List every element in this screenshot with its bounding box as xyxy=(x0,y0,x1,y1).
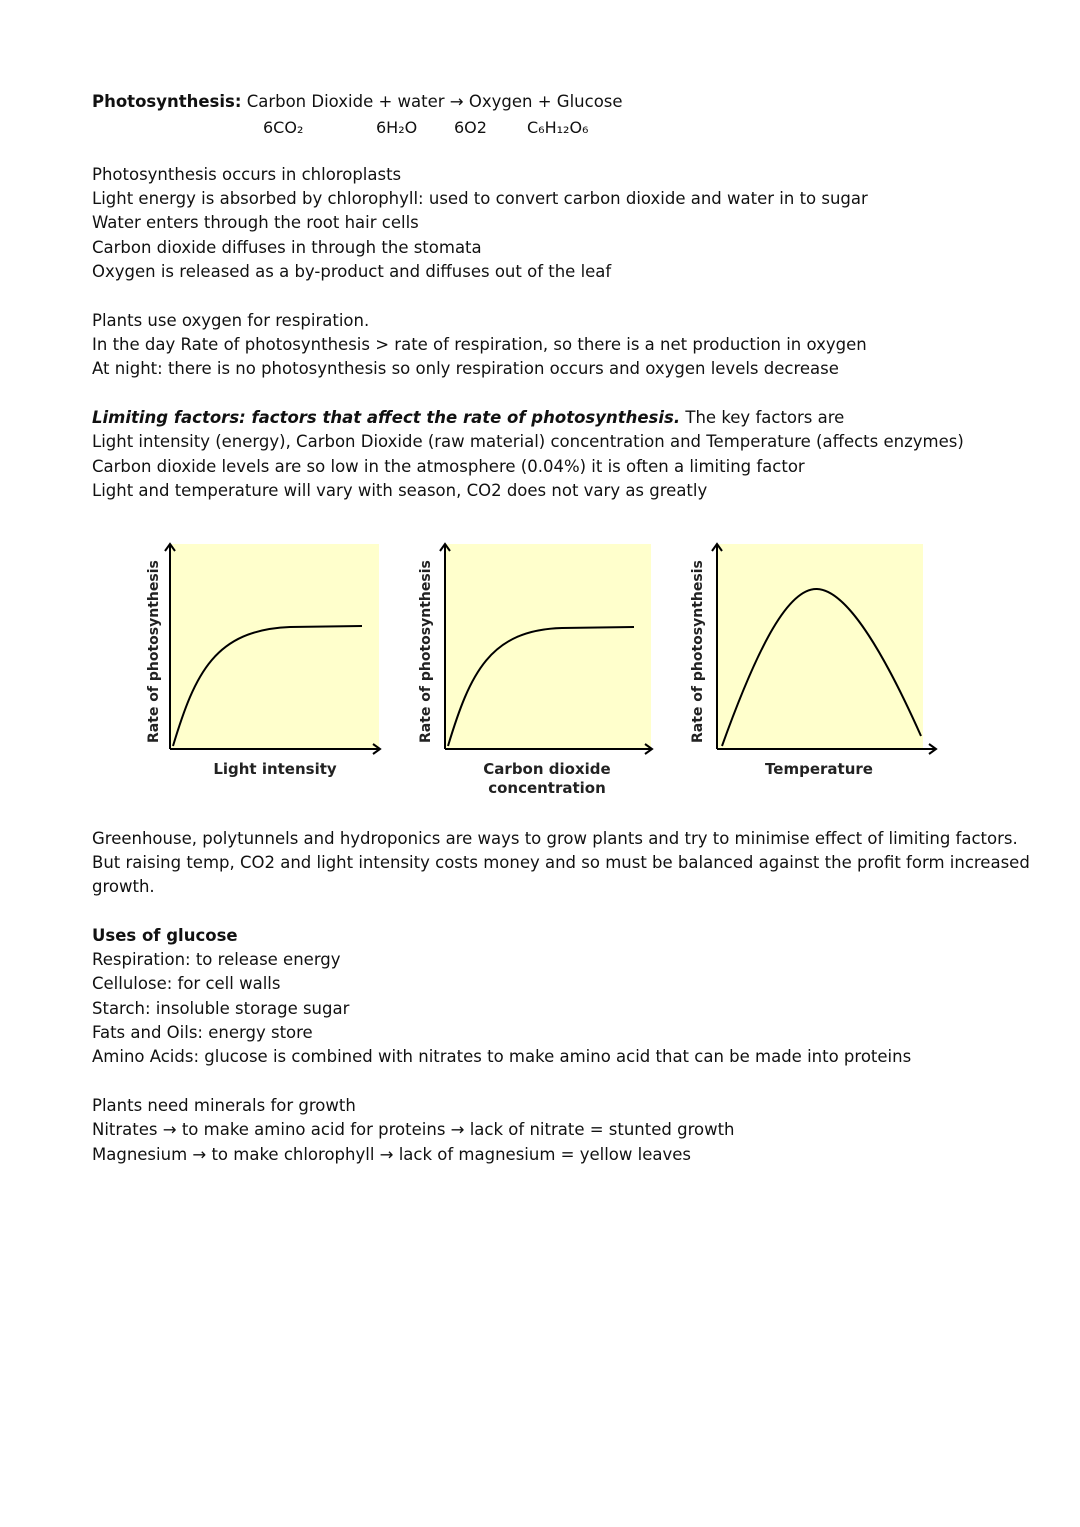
photosynthesis-equation xyxy=(92,90,623,114)
respiration-line: In the day Rate of photosynthesis > rate of respiration, so there is a net production in oxygen xyxy=(92,335,867,354)
equation-text: Carbon Dioxide + water → Oxygen + Glucose xyxy=(241,92,623,111)
minerals-line: Magnesium → to make chlorophyll → lack of magnesium = yellow leaves xyxy=(92,1145,692,1164)
glucose-heading: Uses of glucose xyxy=(92,926,238,945)
process-line: Oxygen is released as a by-product and diffuses out of the leaf xyxy=(92,262,612,281)
glucose-use: Fats and Oils: energy store xyxy=(92,1023,313,1042)
process-line: Photosynthesis occurs in chloroplasts xyxy=(92,165,402,184)
limiting-heading-line xyxy=(92,406,844,430)
limiting-line: Carbon dioxide levels are so low in the atmosphere (0.04%) it is often a limiting factor xyxy=(92,457,805,476)
process-line: Carbon dioxide diffuses in through the stomata xyxy=(92,238,482,257)
equation-label: Photosynthesis: xyxy=(92,92,242,111)
limiting-line: Light intensity (energy), Carbon Dioxide (raw material) concentration and Temperature (affects enzymes) xyxy=(92,432,964,451)
y-axis-label: Rate of photosynthesis xyxy=(690,560,706,743)
glucose-use: Amino Acids: glucose is combined with nitrates to make amino acid that can be made into proteins xyxy=(92,1047,912,1066)
formula-o2: 6O2 xyxy=(454,118,487,137)
graph-background xyxy=(717,544,923,749)
minerals-line: Plants need minerals for growth xyxy=(92,1096,356,1115)
greenhouse-line: Greenhouse, polytunnels and hydroponics are ways to grow plants and try to minimise effect of limiting factors. xyxy=(92,829,1018,848)
process-line: Light energy is absorbed by chlorophyll: used to convert carbon dioxide and water in to sugar xyxy=(92,189,868,208)
limiting-line: Light and temperature will vary with season, CO2 does not vary as greatly xyxy=(92,481,708,500)
glucose-use: Starch: insoluble storage sugar xyxy=(92,999,350,1018)
x-axis-label: Light intensity xyxy=(213,760,337,778)
glucose-use: Cellulose: for cell walls xyxy=(92,974,281,993)
formula-co2: 6CO₂ xyxy=(263,118,304,137)
respiration-line: At night: there is no photosynthesis so only respiration occurs and oxygen levels decrease xyxy=(92,359,839,378)
greenhouse-line: But raising temp, CO2 and light intensity costs money and so must be balanced against the profit form increased xyxy=(92,853,1030,872)
x-axis-label: Temperature xyxy=(765,760,873,778)
graph-background xyxy=(445,544,651,749)
respiration-line: Plants use oxygen for respiration. xyxy=(92,311,370,330)
graph-light-intensity xyxy=(140,533,410,803)
graph-temperature xyxy=(684,533,954,803)
glucose-use: Respiration: to release energy xyxy=(92,950,341,969)
graph-co2-concentration xyxy=(412,533,682,803)
y-axis-label: Rate of photosynthesis xyxy=(418,560,434,743)
process-line: Water enters through the root hair cells xyxy=(92,213,419,232)
formula-glucose: C₆H₁₂O₆ xyxy=(527,118,589,137)
y-axis-label: Rate of photosynthesis xyxy=(146,560,162,743)
limiting-heading: Limiting factors: factors that affect the rate of photosynthesis. xyxy=(92,408,681,427)
x-axis-label: Carbon dioxide concentration xyxy=(483,760,611,797)
graph-background xyxy=(170,544,379,749)
minerals-line: Nitrates → to make amino acid for proteins → lack of nitrate = stunted growth xyxy=(92,1120,735,1139)
formula-h2o: 6H₂O xyxy=(376,118,418,137)
limiting-heading-suffix: The key factors are xyxy=(680,408,845,427)
greenhouse-line: growth. xyxy=(92,877,155,896)
